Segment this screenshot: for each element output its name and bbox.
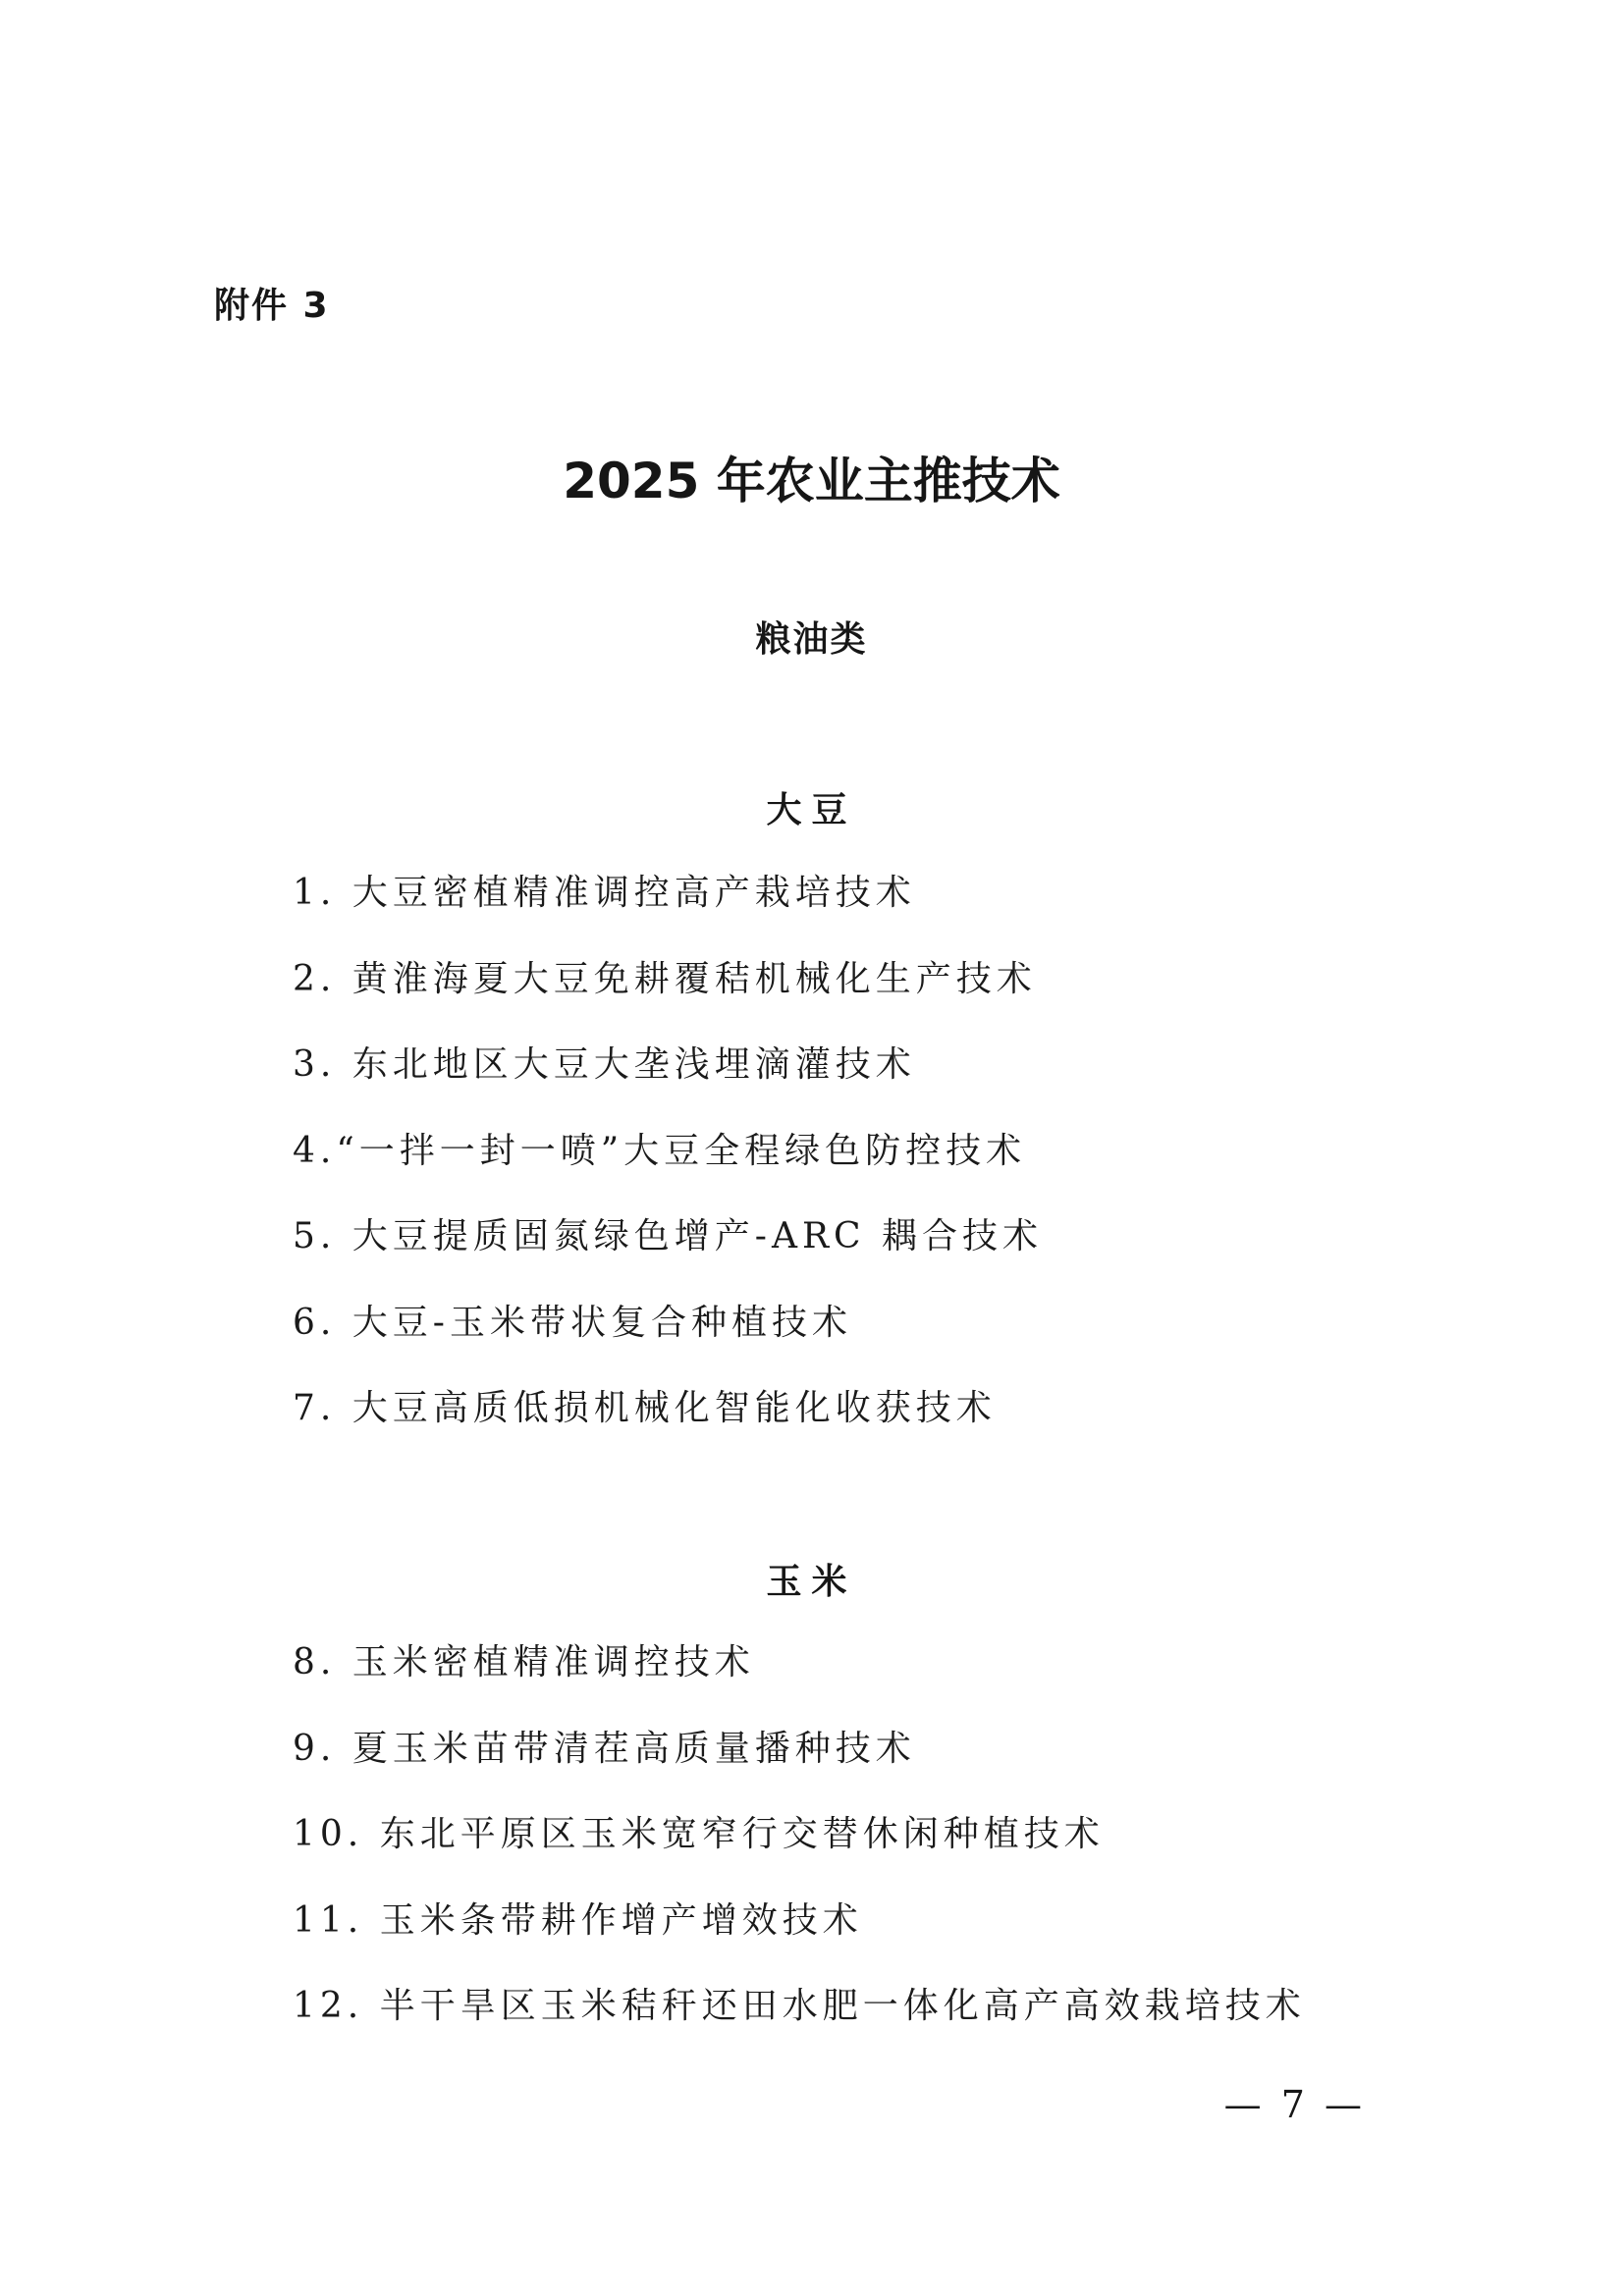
list-item: 4.“一拌一封一喷”大豆全程绿色防控技术: [293, 1130, 1027, 1171]
list-item: 5. 大豆提质固氮绿色增产-ARC 耦合技术: [293, 1216, 1044, 1256]
page-number: — 7 —: [1223, 2083, 1366, 2126]
list-item: 2. 黄淮海夏大豆免耕覆秸机械化生产技术: [293, 958, 1037, 999]
corn-technology-list: [293, 1635, 1306, 2065]
attachment-label: 附件 3: [214, 286, 330, 326]
section-heading-corn: 玉米: [766, 1562, 857, 1602]
list-item: 3. 东北地区大豆大垄浅埋滴灌技术: [293, 1044, 916, 1085]
list-item: 8. 玉米密植精准调控技术: [293, 1642, 755, 1682]
list-item: 10. 东北平原区玉米宽窄行交替休闲种植技术: [293, 1814, 1105, 1854]
section-heading-soybean: 大豆: [766, 790, 857, 830]
list-item: 1. 大豆密植精准调控高产栽培技术: [293, 873, 916, 913]
list-item: 7. 大豆高质低损机械化智能化收获技术: [293, 1388, 997, 1428]
list-item: 9. 夏玉米苗带清茬高质量播种技术: [293, 1728, 916, 1769]
category-heading: 粮油类: [755, 619, 868, 660]
list-item: 11. 玉米条带耕作增产增效技术: [293, 1899, 863, 1941]
list-item: 12. 半干旱区玉米秸秆还田水肥一体化高产高效栽培技术: [293, 1986, 1306, 2026]
document-title: 2025 年农业主推技术: [563, 453, 1060, 509]
soybean-technology-list: [293, 866, 1043, 1468]
list-item: 6. 大豆-玉米带状复合种植技术: [293, 1302, 852, 1343]
